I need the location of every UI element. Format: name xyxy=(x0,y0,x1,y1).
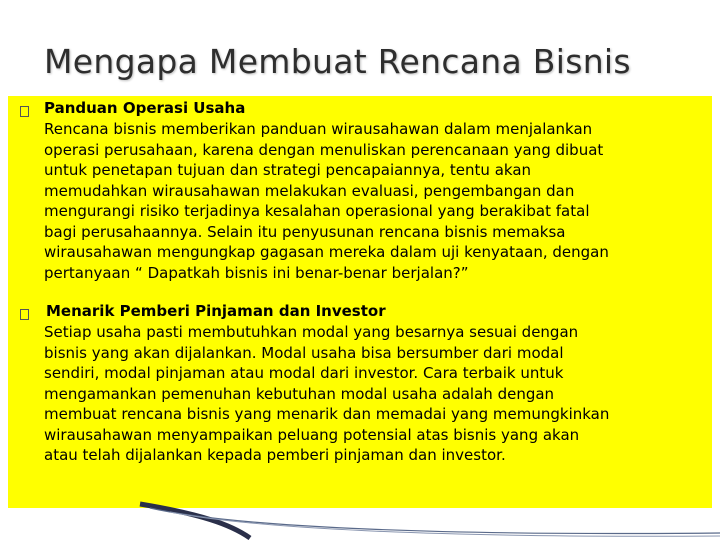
section-paragraph-pinjaman xyxy=(44,322,712,466)
slide-title: Mengapa Membuat Rencana Bisnis xyxy=(44,42,631,81)
section-paragraph-panduan xyxy=(44,119,712,283)
paragraph-line: wirausahawan menyampaikan peluang potensial atas bisnis yang akan xyxy=(44,425,580,444)
section-heading-panduan: Panduan Operasi Usaha xyxy=(44,99,246,117)
paragraph-line: mengamankan pemenuhan kebutuhan modal usaha adalah dengan xyxy=(44,384,555,403)
paragraph-line: untuk penetapan tujuan dan strategi pencapaiannya, tentu akan xyxy=(44,161,532,179)
bullet-square-icon xyxy=(20,106,29,117)
section-heading-pinjaman: Menarik Pemberi Pinjaman dan Investor xyxy=(46,302,386,320)
paragraph-line: pertanyaan “ Dapatkah bisnis ini benar-benar berjalan?” xyxy=(44,263,469,282)
paragraph-line: mengurangi risiko terjadinya kesalahan operasional yang berakibat fatal xyxy=(44,202,590,220)
paragraph-line: sendiri, modal pinjaman atau modal dari investor. Cara terbaik untuk xyxy=(44,364,564,382)
bullet-square-icon xyxy=(20,309,29,320)
paragraph-line: Rencana bisnis memberikan panduan wirausahawan dalam menjalankan xyxy=(44,120,593,138)
paragraph-line: wirausahawan mengungkap gagasan mereka dalam uji kenyataan, dengan xyxy=(44,243,609,261)
decorative-swoosh xyxy=(0,500,720,540)
paragraph-line: atau telah dijalankan kepada pemberi pinjaman dan investor. xyxy=(44,446,506,464)
paragraph-line: bagi perusahaannya. Selain itu penyusunan rencana bisnis memaksa xyxy=(44,222,566,241)
paragraph-line: bisnis yang akan dijalankan. Modal usaha bisa bersumber dari modal xyxy=(44,343,564,362)
paragraph-line: operasi perusahaan, karena dengan menuliskan perencanaan yang dibuat xyxy=(44,140,604,159)
paragraph-line: memudahkan wirausahawan melakukan evaluasi, pengembangan dan xyxy=(44,181,575,200)
paragraph-line: membuat rencana bisnis yang menarik dan memadai yang memungkinkan xyxy=(44,405,610,423)
paragraph-line: Setiap usaha pasti membutuhkan modal yang besarnya sesuai dengan xyxy=(44,323,579,341)
